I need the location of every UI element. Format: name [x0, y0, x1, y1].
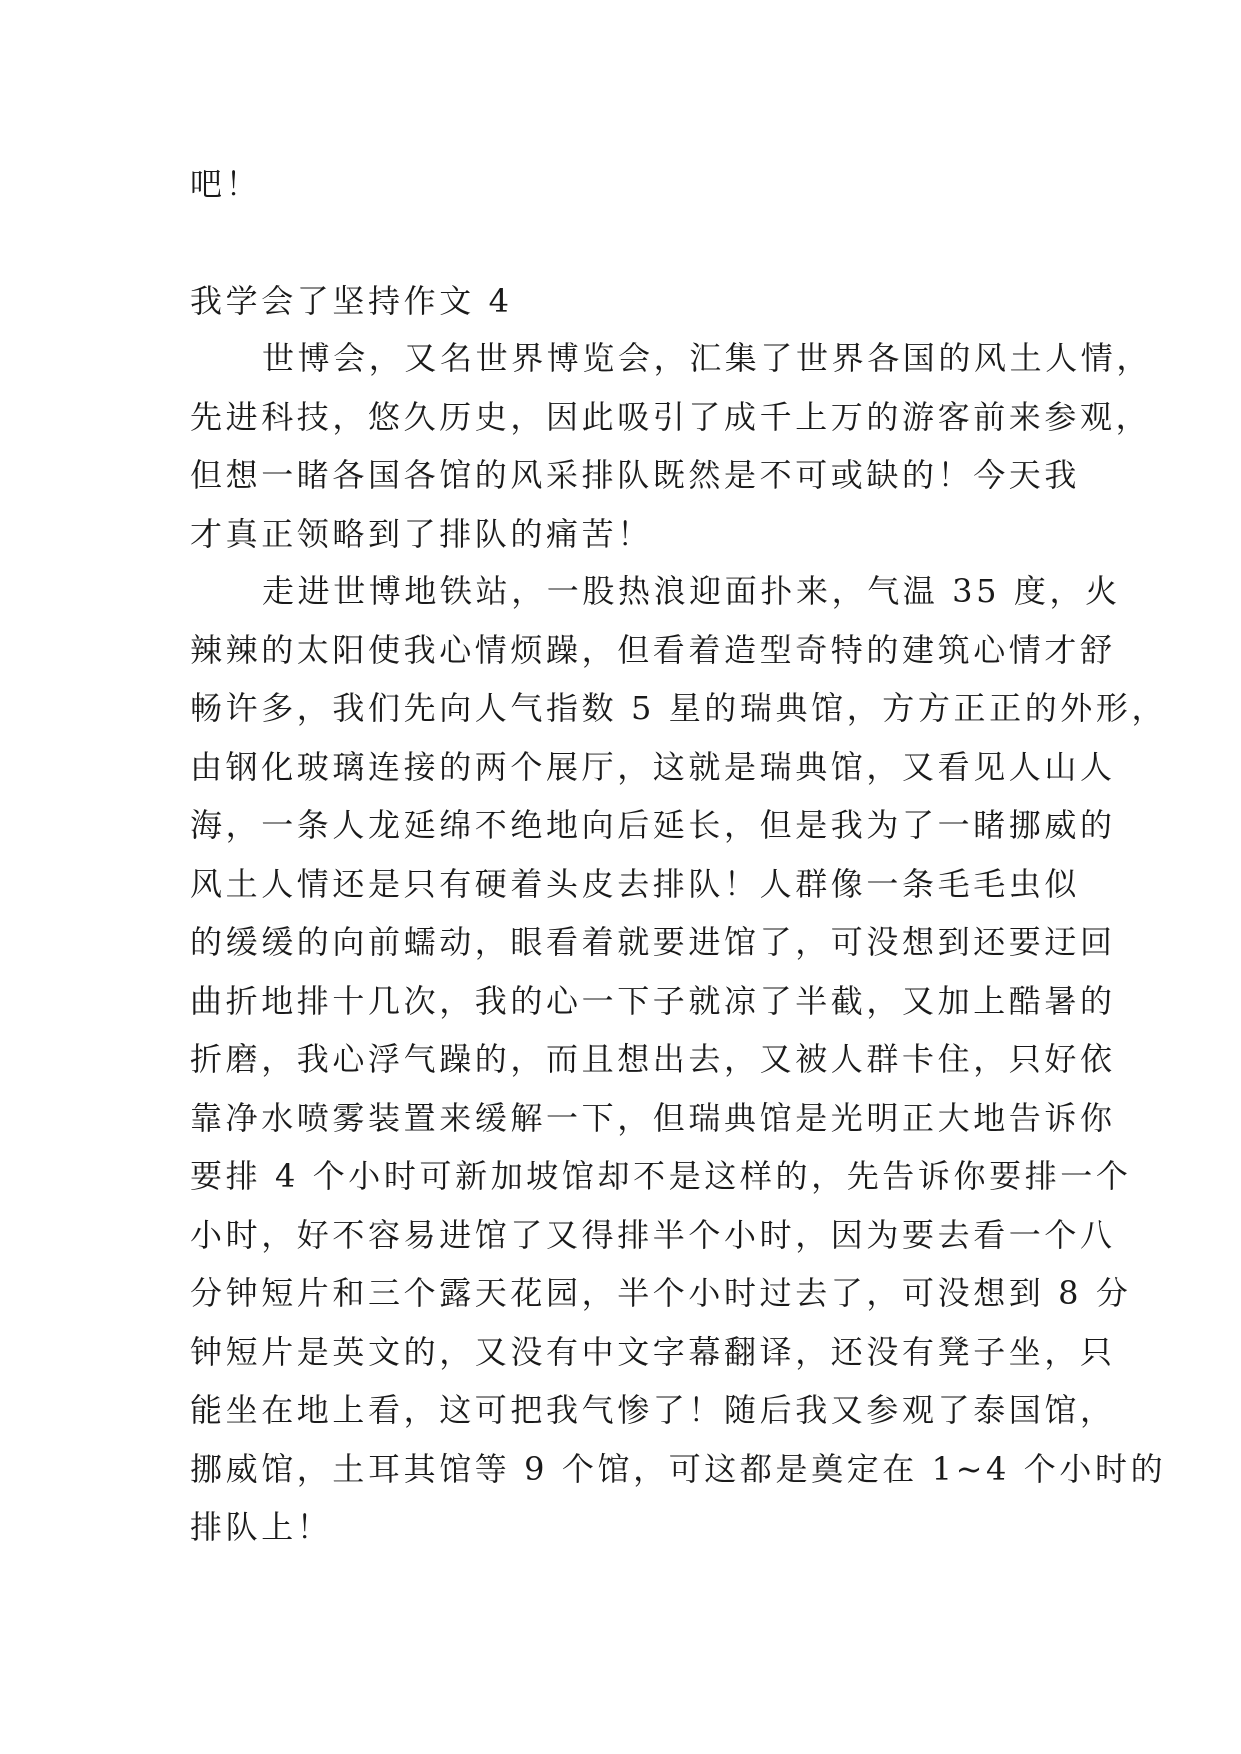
text-line: 曲折地排十几次，我的心一下子就凉了半截，又加上酷暑的 — [190, 981, 1116, 1020]
essay-title — [190, 272, 1050, 331]
text-line: 钟短片是英文的，又没有中文字幕翻译，还没有凳子坐，只 — [190, 1332, 1116, 1371]
text-line: 但想一睹各国各馆的风采排队既然是不可或缺的！今天我 — [190, 456, 1081, 494]
text-line: 海，一条人龙延绵不绝地向后延长，但是我为了一睹挪威的 — [190, 806, 1116, 844]
text-line: 要排 4 个小时可新加坡馆却不是这样的，先告诉你要排一个 — [190, 1157, 1132, 1195]
text-line: 挪威馆，土耳其馆等 9 个馆，可这都是奠定在 1~4 个小时的 — [190, 1449, 1167, 1488]
text-line: 先进科技，悠久历史，因此吸引了成千上万的游客前来参观， — [190, 397, 1152, 436]
text-line: 小时，好不容易进馆了又得排半个小时，因为要去看一个八 — [190, 1215, 1116, 1254]
text-line: 折磨，我心浮气躁的，而且想出去，又被人群卡住，只好依 — [190, 1040, 1116, 1078]
text-line: 畅许多，我们先向人气指数 5 星的瑞典馆，方方正正的外形， — [190, 689, 1168, 727]
text-line: 风土人情还是只有硬着头皮去排队！人群像一条毛毛虫似 — [190, 864, 1081, 903]
text-line: 由钢化玻璃连接的两个展厅，这就是瑞典馆，又看见人山人 — [190, 747, 1116, 786]
text-line: 才真正领略到了排队的痛苦！ — [190, 514, 653, 553]
text-line: 走进世博地铁站，一股热浪迎面扑来，气温 35 度，火 — [262, 572, 1121, 610]
text-line: 排队上！ — [190, 1508, 333, 1546]
text-line: 吧！ — [190, 165, 262, 203]
text-line: 分钟短片和三个露天花园，半个小时过去了，可没想到 8 分 — [190, 1274, 1132, 1312]
text-line: 能坐在地上看，这可把我气惨了！随后我又参观了泰国馆， — [190, 1391, 1116, 1429]
text-line: 世博会，又名世界博览会，汇集了世界各国的风土人情， — [262, 339, 1153, 377]
paragraph-1 — [190, 329, 1153, 563]
text-line: 辣辣的太阳使我心情烦躁，但看着造型奇特的建筑心情才舒 — [190, 630, 1116, 669]
text-line: 的缓缓的向前蠕动，眼看着就要进馆了，可没想到还要迂回 — [190, 923, 1116, 961]
text-line: 靠净水喷雾装置来缓解一下，但瑞典馆是光明正大地告诉你 — [190, 1098, 1116, 1137]
paragraph-2 — [190, 562, 1168, 1557]
continuation-text — [190, 155, 1050, 214]
title-line: 我学会了坚持作文 4 — [190, 282, 513, 320]
